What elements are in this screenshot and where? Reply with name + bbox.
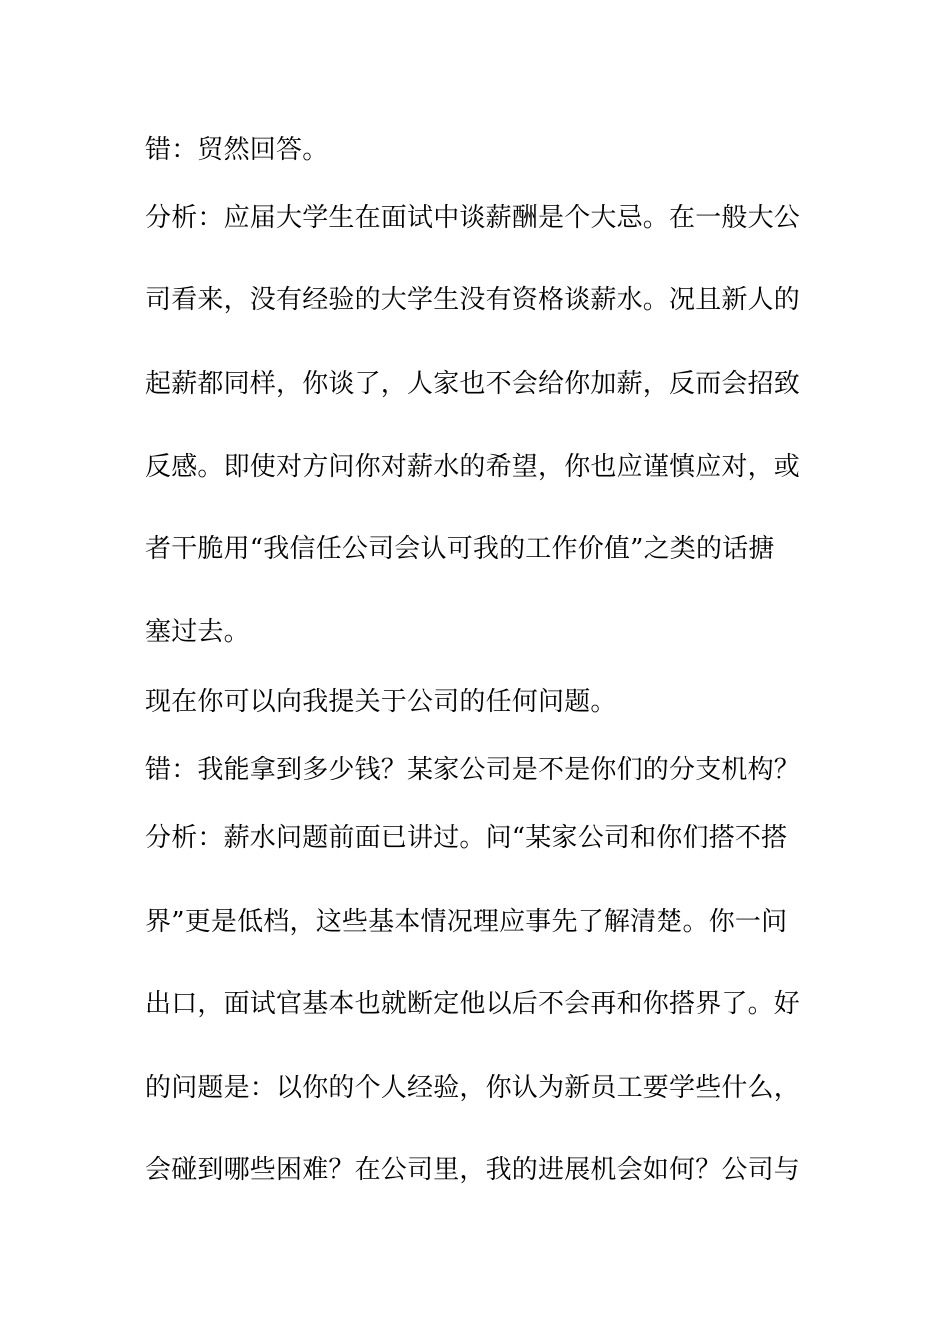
text-line: 反感。即使对方问你对薪水的希望，你也应谨慎应对，或 [145, 452, 801, 482]
text-line-question: 现在你可以向我提关于公司的任何问题。 [145, 687, 617, 717]
text-line: 出口，面试官基本也就断定他以后不会再和你搭界了。好 [145, 989, 801, 1019]
text-line: 塞过去。 [145, 617, 250, 647]
text-line: 者干脆用“我信任公司会认可我的工作价值”之类的话搪 [145, 534, 775, 564]
text-line-analysis-1: 分析：应届大学生在面试中谈薪酬是个大忌。在一般大公 [145, 203, 801, 233]
text-line-analysis-2: 分析：薪水问题前面已讲过。问“某家公司和你们搭不搭 [145, 823, 788, 853]
text-line: 界”更是低档，这些基本情况理应事先了解清楚。你一问 [145, 907, 788, 937]
text-line-wrong-answer-2: 错：我能拿到多少钱？某家公司是不是你们的分支机构？ [145, 755, 801, 785]
text-line-wrong-answer-1: 错：贸然回答。 [145, 135, 329, 165]
text-line: 起薪都同样，你谈了，人家也不会给你加薪，反而会招致 [145, 369, 801, 399]
text-line: 的问题是：以你的个人经验，你认为新员工要学些什么， [145, 1073, 801, 1103]
text-line: 会碰到哪些困难？在公司里，我的进展机会如何？公司与 [145, 1155, 801, 1185]
text-line: 司看来，没有经验的大学生没有资格谈薪水。况且新人的 [145, 285, 801, 315]
